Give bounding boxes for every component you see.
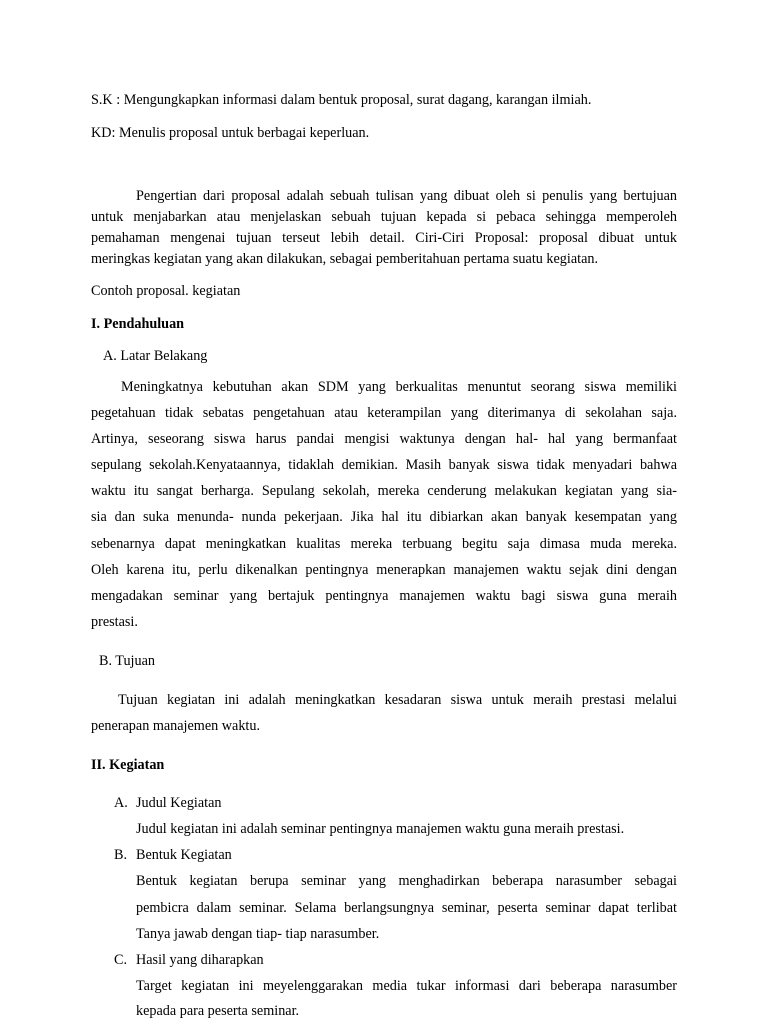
item-text-hasil-diharapkan-2: kepada para peserta seminar. xyxy=(136,1003,300,1019)
item-title-bentuk-kegiatan: Bentuk Kegiatan xyxy=(136,847,232,863)
background-line-4: sepulang sekolah.Kenyataannya, tidaklah demikian. Masih banyak siswa tidak menyadari bahwa xyxy=(91,457,677,473)
subheading-tujuan: B. Tujuan xyxy=(99,653,155,669)
intro-line-1: Pengertian dari proposal adalah sebuah tulisan yang dibuat oleh si penulis yang bertujuan xyxy=(136,188,677,204)
background-line-3: Artinya, seseorang siswa harus pandai mengisi waktunya dengan hal- hal yang bermanfaat xyxy=(91,431,677,447)
intro-line-2: untuk menjabarkan atau menjelaskan sebuah tujuan kepada si pebaca sehingga memperoleh xyxy=(91,209,677,225)
item-text-hasil-diharapkan-1: Target kegiatan ini meyelenggarakan media tukar informasi dari beberapa narasumber xyxy=(136,978,677,994)
background-line-1: Meningkatnya kebutuhan akan SDM yang berkualitas menuntut seorang siswa memiliki xyxy=(121,379,677,395)
intro-line-3: pemahaman mengenai tujuan terseut lebih detail. Ciri-Ciri Proposal: proposal dibuat untuk xyxy=(91,230,677,246)
purpose-line-2: penerapan manajemen waktu. xyxy=(91,718,260,734)
example-label: Contoh proposal. kegiatan xyxy=(91,283,241,299)
section-heading-pendahuluan: I. Pendahuluan xyxy=(91,316,185,332)
subheading-latar-belakang: A. Latar Belakang xyxy=(103,348,208,364)
basic-competency: KD: Menulis proposal untuk berbagai keperluan. xyxy=(91,125,370,141)
purpose-line-1: Tujuan kegiatan ini adalah meningkatkan kesadaran siswa untuk meraih prestasi melalui xyxy=(118,692,677,708)
section-heading-kegiatan: II. Kegiatan xyxy=(91,757,165,773)
background-line-2: pegetahuan tidak sebatas pengetahuan atau keterampilan yang diterimanya di sekolahan saja. xyxy=(91,405,677,421)
standard-competency: S.K : Mengungkapkan informasi dalam bentuk proposal, surat dagang, karangan ilmiah. xyxy=(91,92,592,108)
item-text-bentuk-kegiatan-1: Bentuk kegiatan berupa seminar yang menghadirkan beberapa narasumber sebagai xyxy=(136,873,677,889)
item-title-hasil-diharapkan: Hasil yang diharapkan xyxy=(136,952,264,968)
item-title-judul-kegiatan: Judul Kegiatan xyxy=(136,795,222,811)
background-line-8: Oleh karena itu, perlu dikenalkan pentingnya menerapkan manajemen waktu sejak dini dengan xyxy=(91,562,677,578)
item-text-bentuk-kegiatan-2: pembicra dalam seminar. Selama berlangsungnya seminar, peserta seminar dapat terlibat xyxy=(136,900,677,916)
item-text-judul-kegiatan-1: Judul kegiatan ini adalah seminar pentingnya manajemen waktu guna meraih prestasi. xyxy=(136,821,625,837)
intro-line-4: meringkas kegiatan yang akan dilakukan, sebagai pemberitahuan pertama suatu kegiatan. xyxy=(91,251,599,267)
list-marker-c: C. xyxy=(114,952,128,968)
background-line-6: sia dan suka menunda- nunda pekerjaan. Jika hal itu dibiarkan akan banyak kesempatan yang xyxy=(91,509,677,525)
background-line-5: waktu itu sangat berharga. Sepulang sekolah, mereka cenderung melakukan kegiatan yang sia- xyxy=(91,483,677,499)
list-marker-b: B. xyxy=(114,847,128,863)
list-marker-a: A. xyxy=(114,795,128,811)
background-line-7: sebenarnya dapat meningkatkan kualitas mereka terbuang begitu saja dimasa muda mereka. xyxy=(91,536,677,552)
item-text-bentuk-kegiatan-3: Tanya jawab dengan tiap- tiap narasumber. xyxy=(136,926,380,942)
background-line-9: mengadakan seminar yang bertajuk pentingnya manajemen waktu bagi siswa guna meraih xyxy=(91,588,677,604)
background-line-10: prestasi. xyxy=(91,614,138,630)
